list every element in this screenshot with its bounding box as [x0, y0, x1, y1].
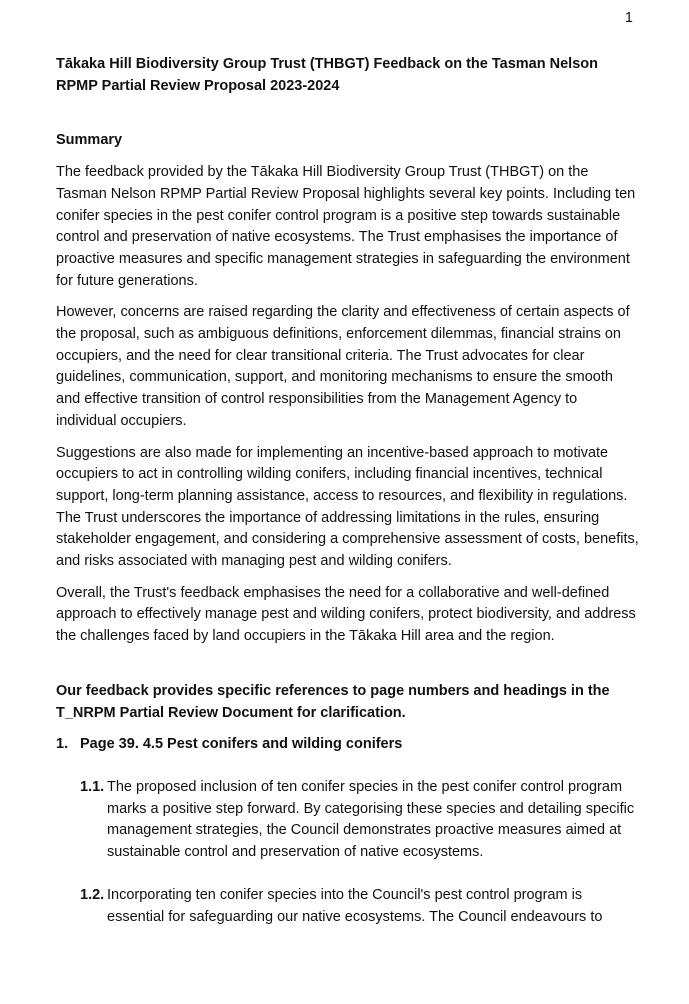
document-title: Tākaka Hill Biodiversity Group Trust (THBGT) Feedback on the Tasman Nelson RPMP Partial Review Proposal 2023-2024 — [56, 56, 598, 94]
document-body — [56, 54, 640, 949]
feedback-item-heading: Page 39. 4.5 Pest conifers and wilding conifers — [80, 736, 403, 753]
feedback-subitem-text: The proposed inclusion of ten conifer species in the pest conifer control program marks a positive step forward. By categorising these species and detailing specific management strategies, the Council demonstrates proactive measures aimed at sustainable control and preservation of native ecosystems. — [107, 778, 635, 861]
feedback-item — [56, 734, 640, 756]
feedback-subitem-text: Incorporating ten conifer species into the Council's pest control program is essential for safeguarding our native ecosystems. The Council endeavours to — [107, 886, 603, 925]
summary-heading: Summary — [56, 132, 123, 149]
summary-paragraph: The feedback provided by the Tākaka Hill Biodiversity Group Trust (THBGT) on the Tasman Nelson RPMP Partial Review Proposal highlights several key points. Including ten conifer species in the pest conifer control program is a positive step towards sustainable control and preservation of native ecosystems. The Trust emphasises the importance of proactive measures and specific management strategies in safeguarding the environment for future generations. — [56, 164, 636, 289]
summary-paragraph: Suggestions are also made for implementing an incentive-based approach to motivate occupiers to act in controlling wilding conifers, including financial incentives, technical support, long-term planning assistance, access to resources, and flexibility in regulations. The Trust underscores the importance of addressing limitations in the rules, ensuring stakeholder engagement, and considering a comprehensive assessment of costs, benefits, and risks associated with managing pest and wilding conifers. — [56, 444, 639, 570]
page-number: 1 — [624, 10, 633, 26]
feedback-subitem-number: 1.2. — [80, 886, 105, 903]
feedback-item-number: 1. — [56, 736, 69, 753]
summary-paragraph: However, concerns are raised regarding the clarity and effectiveness of certain aspects of the proposal, such as ambiguous definitions, enforcement dilemmas, financial strains on occupiers, and the need for clear transitional criteria. The Trust advocates for clear guidelines, communication, support, and monitoring mechanisms to ensure the smooth and effective transition of control responsibilities from the Management Agency to individual occupiers. — [56, 304, 630, 429]
feedback-subitem-number: 1.1. — [80, 778, 105, 795]
feedback-subitem — [80, 885, 640, 928]
feedback-subitem — [80, 777, 640, 864]
summary-paragraph: Overall, the Trust's feedback emphasises the need for a collaborative and well-defined approach to effectively manage pest and wilding conifers, protect biodiversity, and address the challenges faced by land occupiers in the Tākaka Hill area and the region. — [56, 584, 636, 645]
feedback-intro: Our feedback provides specific references to page numbers and headings in the T_NRPM Partial Review Document for clarification. — [56, 682, 610, 721]
